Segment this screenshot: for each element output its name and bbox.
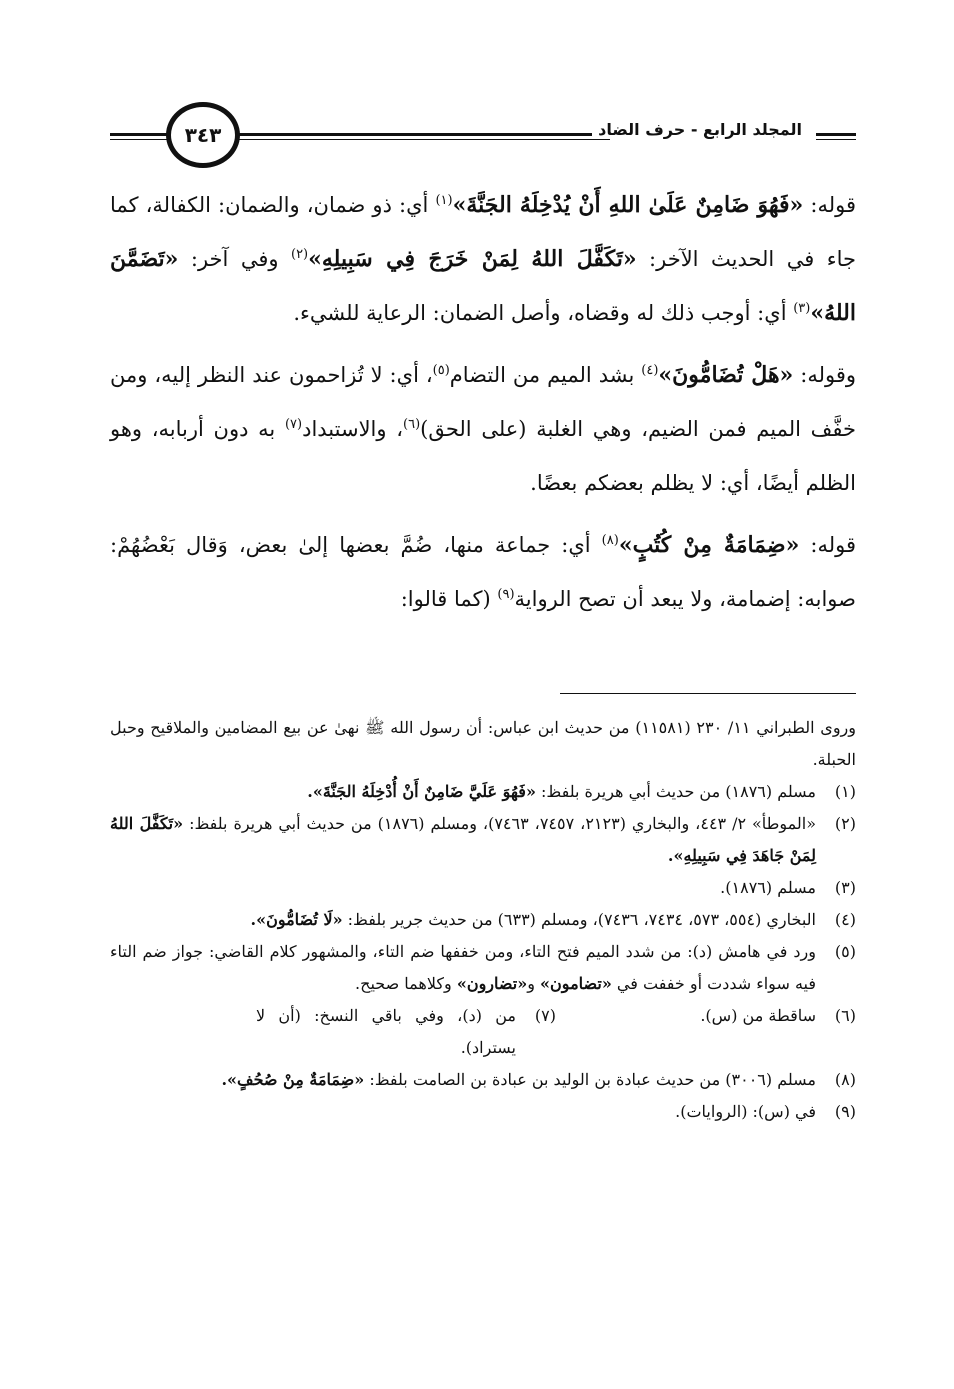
footnote-text: في (س): (الروايات). bbox=[675, 1102, 816, 1121]
hadith-quote: «تَكَفَّلَ اللهُ لِمَنْ خَرَجَ فِي سَبِيلِهِ» bbox=[308, 246, 637, 272]
text: أي: ذو ضمان، والضمان: الكفالة، كما جاء في الحديث الآخر: bbox=[110, 193, 856, 271]
text: وقوله: bbox=[793, 363, 857, 387]
footnote-text: «الموطأ» ٢/ ٤٤٣، والبخاري (٢١٢٣، ٧٤٥٧، ٧٤٦٣)، ومسلم (١٨٧٦) من حديث أبي هريرة بلفظ: bbox=[183, 814, 817, 833]
footnote-2 bbox=[110, 808, 856, 872]
footnote-text: مسلم (٣٠٠٦) من حديث عبادة بن الوليد بن عبادة بن الصامت بلفظ: bbox=[364, 1070, 816, 1089]
footnote-number: (٣) bbox=[834, 878, 856, 897]
footnote-carryover bbox=[110, 712, 856, 776]
text: أي: أوجب ذلك له وقضاه، وأصل الضمان: الرعاية للشيء. bbox=[293, 301, 794, 325]
footnote-ref: (٥) bbox=[432, 363, 450, 378]
footnote-body bbox=[110, 936, 816, 1000]
footnote-body bbox=[110, 1064, 816, 1096]
running-head: المجلد الرابع - حرف الضاد bbox=[592, 120, 808, 139]
footnote-number: (٩) bbox=[834, 1102, 856, 1121]
footnote-ref: (٨) bbox=[601, 533, 619, 548]
paragraph-3 bbox=[110, 518, 856, 626]
header-rule bbox=[816, 133, 856, 136]
footnote-text: مسلم (١٨٧٦). bbox=[720, 878, 816, 897]
footnote-6-7 bbox=[110, 1000, 856, 1064]
footnote-text: ساقطة من (س). bbox=[700, 1006, 816, 1025]
footnote-text: وروى الطبراني ١١/ ٢٣٠ (١١٥٨١) من حديث ابن عباس: أن رسول الله ﷺ نهىٰ عن بيع المضامين والملاقيح وحبل الحبلة. bbox=[110, 718, 857, 769]
footnote-ref: (٤) bbox=[641, 363, 659, 378]
footnote-quote: «فَهُوَ عَلَيَّ ضَامِنٌ أَنْ أُدْخِلَهُ الجَنَّةَ». bbox=[307, 782, 536, 801]
header-rule bbox=[224, 139, 610, 140]
text: ، أي: لا تُزاحمون عند النظر إليه، ومن خفَّف الميم فمن الضيم، وهي الغلبة (على الحق) bbox=[110, 363, 857, 441]
text: ، والاستبداد bbox=[302, 417, 403, 441]
footnote-quote: «تضارون» bbox=[456, 974, 528, 993]
footnote-ref: (٦) bbox=[403, 417, 421, 432]
footnote-number: (٥) bbox=[834, 942, 856, 961]
footnote-3 bbox=[110, 872, 856, 904]
footnote-quote: «لَا تُضَامُّونَ». bbox=[250, 910, 343, 929]
footnote-text: ورد في هامش (د): من شدد الميم فتح التاء، ومن خففها ضم التاء، والمشهور كلام القاضي: جواز ضم التاء فيه سواء شددت أو خففت في bbox=[110, 942, 816, 993]
footnote-text: البخاري (٥٥٤، ٥٧٣، ٧٤٣٤، ٧٤٣٦)، ومسلم (٦٣٣) من حديث جرير بلفظ: bbox=[342, 910, 816, 929]
header-rule bbox=[816, 139, 856, 140]
text: وفي آخر: bbox=[178, 247, 291, 271]
footnote-number: (٦) bbox=[834, 1006, 856, 1025]
footnote-ref: (٩) bbox=[497, 587, 515, 602]
hadith-quote: «ضِمَامَةٌ مِنْ كُتُبٍ» bbox=[618, 532, 800, 558]
footnote-8 bbox=[110, 1064, 856, 1096]
text: (كما قالوا: bbox=[400, 587, 498, 611]
footnote-number: (٢) bbox=[834, 814, 856, 833]
footnote-quote: «تضامون» bbox=[540, 974, 612, 993]
hadith-quote: «تَضَمَّنَ اللهُ» bbox=[110, 246, 856, 326]
footnote-number: (١) bbox=[834, 782, 856, 801]
page-number-text: ٣٤٣ bbox=[184, 123, 222, 147]
text: قوله: bbox=[803, 193, 857, 217]
text: بشد الميم من التضام bbox=[449, 363, 642, 387]
footnote-body bbox=[110, 904, 816, 936]
footnote-5 bbox=[110, 936, 856, 1000]
footnotes bbox=[110, 712, 856, 1128]
main-text bbox=[110, 178, 856, 634]
footnote-ref: (٣) bbox=[793, 301, 811, 316]
footnote-text: مسلم (١٨٧٦) من حديث أبي هريرة بلفظ: bbox=[535, 782, 816, 801]
footnote-text: وكلاهما صحيح. bbox=[355, 974, 457, 993]
page-header bbox=[110, 98, 856, 168]
header-rule bbox=[110, 139, 170, 140]
header-rule bbox=[110, 133, 170, 136]
footnote-number: (٧) bbox=[534, 1006, 556, 1025]
footnote-ref: (١) bbox=[435, 193, 453, 208]
footnote-text: من (د)، وفي باقي النسخ: (أن لا يستراد). bbox=[256, 1006, 516, 1057]
footnote-6 bbox=[556, 1000, 856, 1064]
page-number bbox=[166, 102, 240, 168]
paragraph-2 bbox=[110, 348, 856, 510]
header-rule bbox=[224, 133, 610, 136]
footnote-9 bbox=[110, 1096, 856, 1128]
hadith-quote: «فَهُوَ ضَامِنٌ عَلَىٰ اللهِ أَنْ يُدْخِلَهُ الجَنَّةَ» bbox=[452, 192, 804, 218]
footnote-quote: «ضِمَامَةٌ مِنْ صُحُفٍ». bbox=[221, 1070, 365, 1089]
footnote-separator bbox=[560, 693, 856, 694]
hadith-quote: «هَلْ تُضَامُّونَ» bbox=[658, 362, 794, 388]
text: قوله: bbox=[799, 533, 857, 557]
footnote-4 bbox=[110, 904, 856, 936]
footnote-body bbox=[110, 808, 816, 872]
text: به دون أربابه، وهو الظلم أيضًا، أي: لا يظلم بعضكم بعضًا. bbox=[110, 417, 856, 495]
text: أي: جماعة منها، ضُمَّ بعضها إلىٰ بعض، وَقال بَعْضُهُمْ: صوابه: إضمامة، ولا يبعد أن تصح الرواية bbox=[110, 533, 856, 611]
footnote-body bbox=[110, 776, 816, 808]
footnote-ref: (٧) bbox=[284, 417, 303, 432]
footnote-quote: «تَكَفَّلَ اللهُ لِمَنْ جَاهَدَ فِي سَبِيلِهِ». bbox=[110, 814, 816, 865]
paragraph-1 bbox=[110, 178, 856, 340]
footnote-ref: (٢) bbox=[290, 247, 309, 262]
footnote-7 bbox=[256, 1000, 556, 1064]
footnote-number: (٨) bbox=[834, 1070, 856, 1089]
footnote-text: و bbox=[527, 974, 541, 993]
footnote-number: (٤) bbox=[834, 910, 856, 929]
footnote-1 bbox=[110, 776, 856, 808]
